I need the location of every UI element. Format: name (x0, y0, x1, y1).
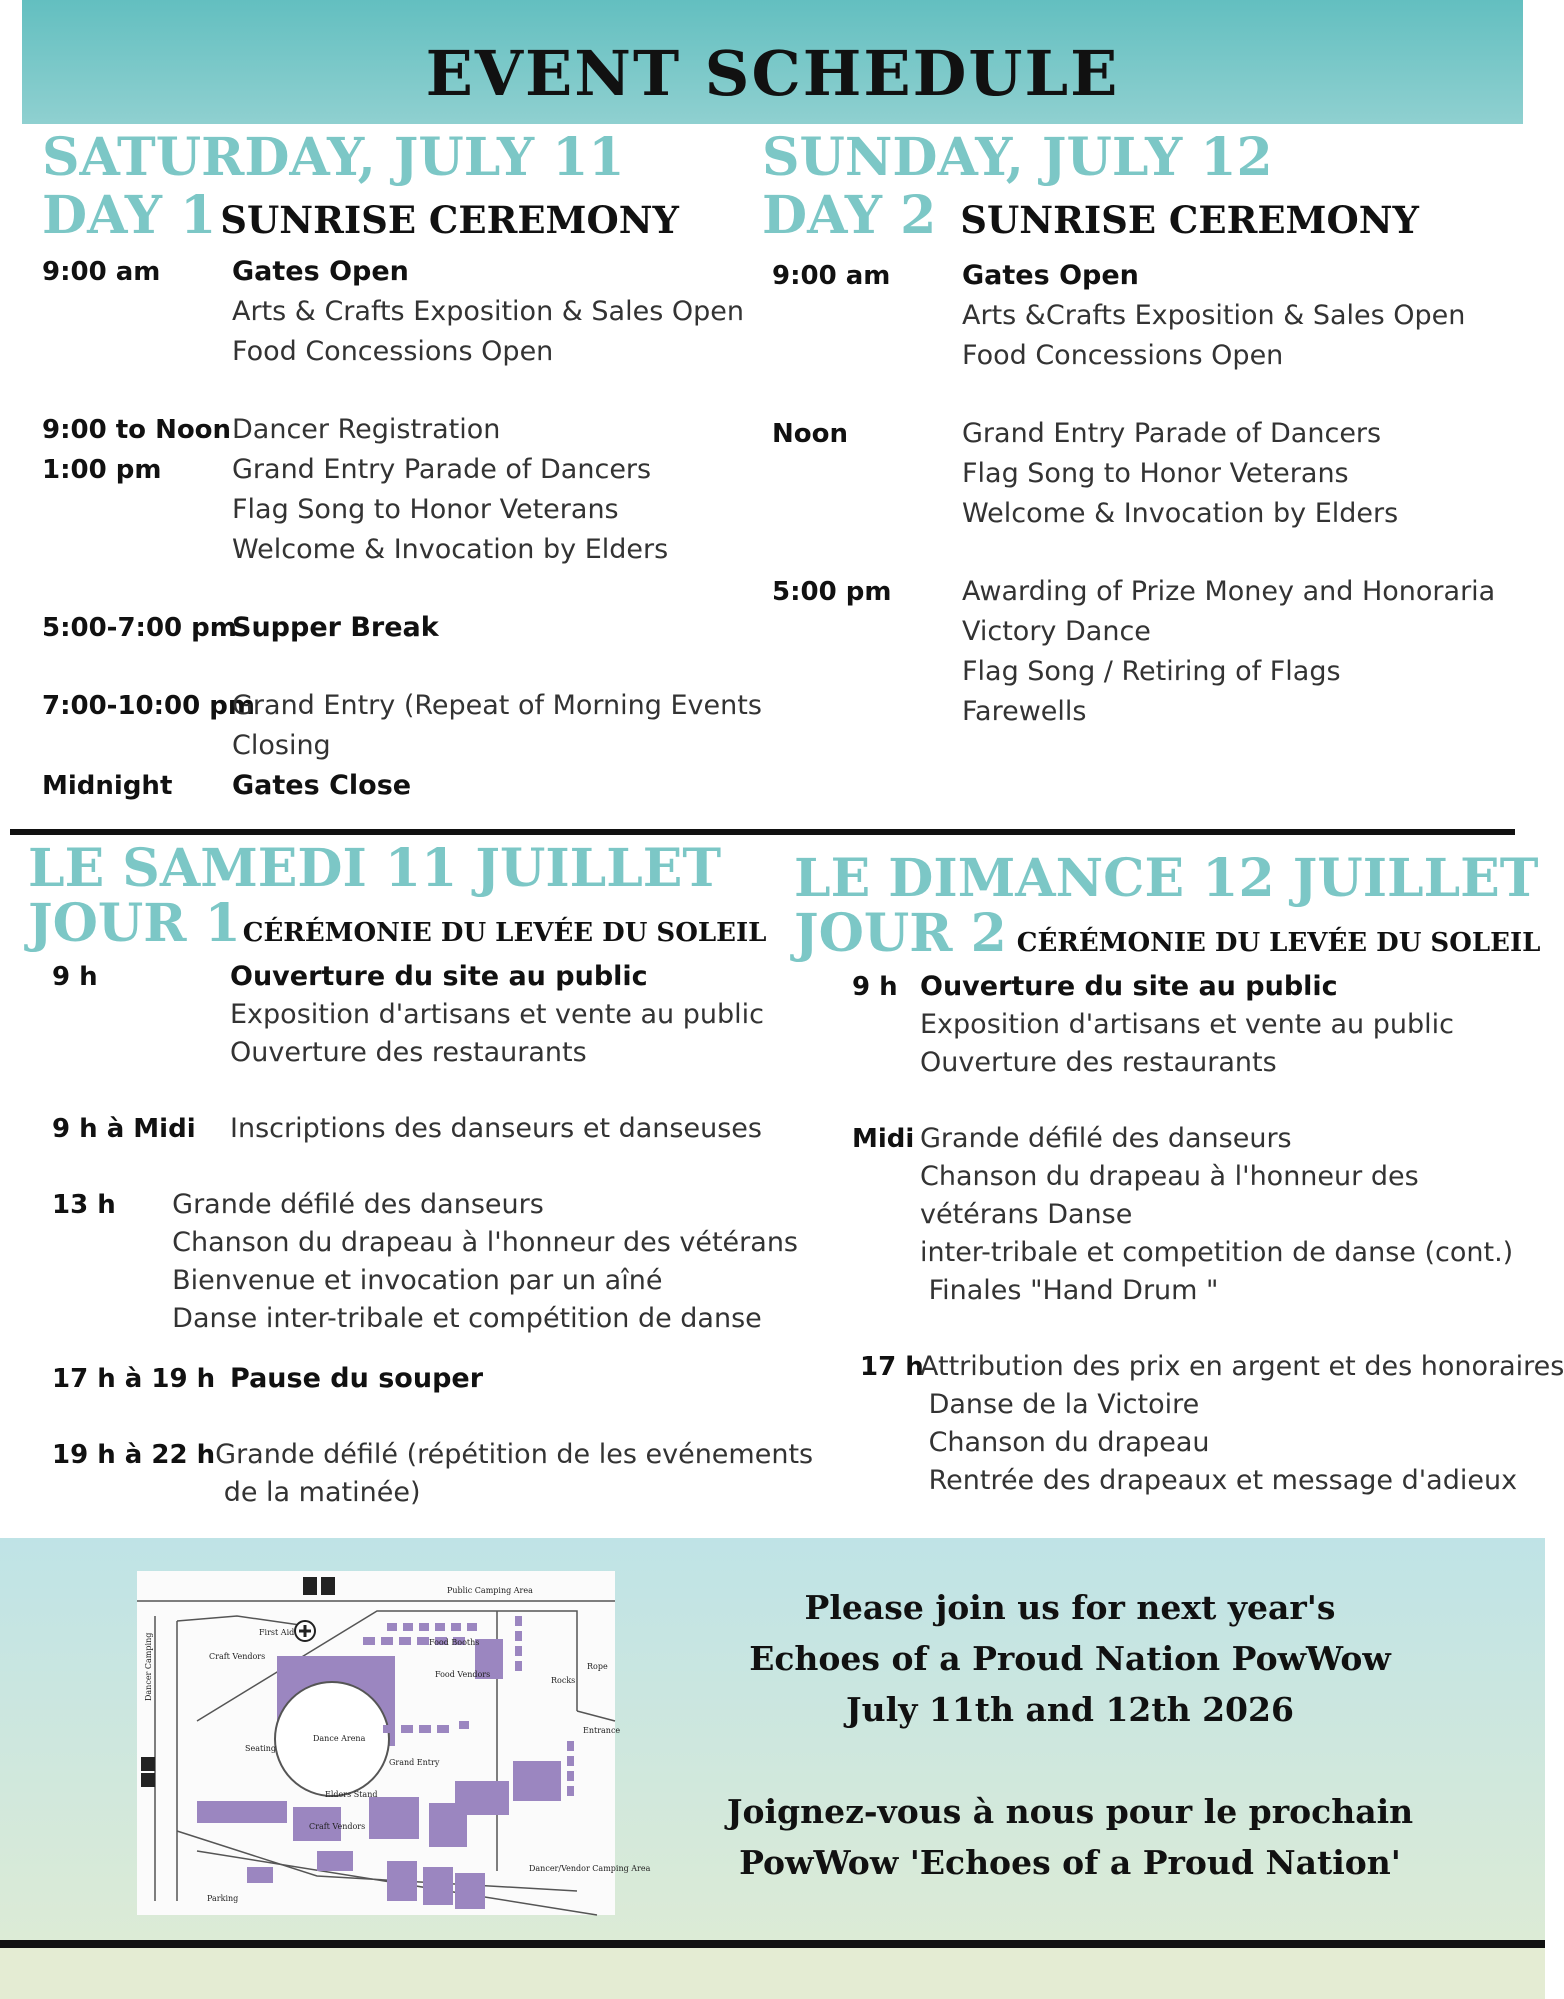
samedi-ceremony: CÉRÉMONIE DU LEVÉE DU SOLEIL (242, 918, 767, 948)
map-label: Food Vendors (435, 1670, 491, 1679)
map-label: Elders Stand (325, 1790, 378, 1799)
map-label: Grand Entry (389, 1758, 440, 1767)
schedule-time: 9 h (52, 962, 98, 992)
schedule-time: 9:00 to Noon (42, 415, 232, 445)
saturday-day-number: DAY 1 (42, 185, 217, 246)
saturday-date: SATURDAY, JULY 11 (42, 127, 625, 188)
map-label: Craft Vendors (309, 1822, 366, 1831)
schedule-item: Exposition d'artisans et vente au public (230, 999, 764, 1030)
sunday-schedule (772, 256, 1522, 732)
samedi-date: LE SAMEDI 11 JUILLET (28, 838, 722, 899)
map-label: Entrance (583, 1726, 621, 1735)
schedule-item: Flag Song to Honor Veterans (232, 494, 619, 525)
promo-line: PowWow 'Echoes of a Proud Nation' (739, 1843, 1401, 1882)
schedule-row (772, 256, 1522, 376)
schedule-row (860, 1348, 1564, 1500)
title-banner (22, 0, 1523, 124)
map-label: Parking (207, 1894, 239, 1903)
schedule-item: Gates Close (232, 770, 412, 801)
samedi-day-line (28, 893, 798, 954)
sunday-column (762, 127, 1522, 732)
schedule-row (52, 1436, 814, 1512)
samedi-schedule (52, 958, 814, 1512)
schedule-item: Arts & Crafts Exposition & Sales Open (232, 296, 744, 327)
schedule-item: Ouverture du site au public (920, 971, 1338, 1002)
map-label: Dancer/Vendor Camping Area (529, 1864, 651, 1873)
schedule-time: 17 h (860, 1352, 924, 1382)
site-map-drawing (137, 1571, 651, 1915)
schedule-item: Gates Open (962, 260, 1139, 291)
schedule-time: 13 h (52, 1190, 116, 1220)
schedule-time: Midi (852, 1124, 915, 1154)
schedule-item: Dancer Registration (232, 414, 501, 445)
schedule-item: Grande défilé (répétition de les evénements (215, 1439, 814, 1470)
schedule-item: Arts &Crafts Exposition & Sales Open (962, 300, 1466, 331)
dimanche-schedule (852, 968, 1564, 1500)
schedule-time: 9:00 am (42, 257, 161, 287)
dimanche-day-number: JOUR 2 (794, 903, 1007, 964)
schedule-item: vétérans Danse (920, 1199, 1133, 1230)
schedule-item: Pause du souper (230, 1363, 484, 1394)
schedule-item: Food Concessions Open (232, 336, 554, 367)
section-divider (10, 829, 1515, 835)
schedule-row (42, 766, 762, 806)
schedule-row (772, 414, 1522, 534)
saturday-day-line (42, 185, 762, 246)
schedule-time: Midnight (42, 771, 173, 801)
schedule-time: 7:00-10:00 pm (42, 691, 255, 721)
promo-line: Echoes of a Proud Nation PowWow (749, 1639, 1391, 1678)
sunday-day-number: DAY 2 (762, 185, 937, 246)
schedule-item: Attribution des prix en argent et des honoraires (920, 1351, 1564, 1382)
schedule-row (52, 1186, 798, 1338)
schedule-item: Danse de la Victoire (920, 1389, 1200, 1420)
map-label: Craft Vendors (209, 1652, 266, 1661)
schedule-item: Welcome & Invocation by Elders (232, 534, 669, 565)
schedule-row (52, 1110, 798, 1148)
schedule-item: Ouverture des restaurants (920, 1047, 1277, 1078)
schedule-row (42, 252, 762, 372)
schedule-item: Danse inter-tribale et compétition de danse (172, 1303, 762, 1334)
map-label: Public Camping Area (447, 1586, 533, 1595)
promo-text (720, 1582, 1420, 1888)
schedule-item: Food Concessions Open (962, 340, 1284, 371)
schedule-item: Gates Open (232, 256, 409, 287)
schedule-time: 9 h (852, 972, 898, 1002)
schedule-row (42, 608, 762, 648)
map-label: Rocks (551, 1676, 576, 1685)
schedule-time: 5:00 pm (772, 577, 892, 607)
schedule-time: 9 h à Midi (52, 1114, 196, 1144)
promo-line: July 11th and 12th 2026 (846, 1690, 1294, 1729)
schedule-time: 1:00 pm (42, 455, 162, 485)
samedi-day-number: JOUR 1 (28, 893, 241, 954)
map-label: Seating (245, 1744, 277, 1753)
schedule-row (852, 1120, 1534, 1310)
schedule-item: Flag Song / Retiring of Flags (962, 656, 1341, 687)
dimanche-date: LE DIMANCE 12 JUILLET (794, 848, 1539, 909)
sunday-day-line (762, 185, 1522, 246)
schedule-time: 9:00 am (772, 261, 891, 291)
promo-line: Joignez-vous à nous pour le prochain (726, 1792, 1414, 1831)
schedule-item: Exposition d'artisans et vente au public (920, 1009, 1454, 1040)
schedule-item: Grand Entry Parade of Dancers (962, 418, 1382, 449)
schedule-item: Awarding of Prize Money and Honoraria (962, 576, 1496, 607)
dimanche-day-line (794, 903, 1541, 964)
schedule-row (772, 572, 1522, 732)
schedule-item: Bienvenue et invocation par un aîné (172, 1265, 663, 1296)
schedule-time: Noon (772, 419, 848, 449)
schedule-item: Chanson du drapeau à l'honneur des vétérans (172, 1227, 798, 1258)
bottom-divider (0, 1940, 1545, 1948)
sunday-date: SUNDAY, JULY 12 (762, 127, 1273, 188)
schedule-item: Ouverture des restaurants (230, 1037, 587, 1068)
schedule-item: Grand Entry (Repeat of Morning Events (232, 690, 762, 721)
schedule-item: de la matinée) (215, 1477, 421, 1508)
schedule-row (52, 958, 798, 1072)
schedule-item: Inscriptions des danseurs et danseuses (230, 1113, 762, 1144)
sunday-ceremony: SUNRISE CEREMONY (960, 198, 1419, 242)
schedule-item: Flag Song to Honor Veterans (962, 458, 1349, 489)
site-map (137, 1571, 651, 1915)
saturday-schedule (42, 252, 762, 806)
saturday-column (42, 127, 762, 806)
schedule-item: Grande défilé des danseurs (172, 1189, 544, 1220)
schedule-item: Finales "Hand Drum " (920, 1275, 1219, 1306)
schedule-row (52, 1360, 798, 1398)
schedule-item: Chanson du drapeau à l'honneur des (920, 1161, 1419, 1192)
schedule-item: Ouverture du site au public (230, 961, 648, 992)
schedule-row (852, 968, 1534, 1082)
map-label: Rope (587, 1662, 608, 1671)
schedule-item: Rentrée des drapeaux et message d'adieux (920, 1465, 1518, 1496)
bottom-strip (0, 1948, 1545, 1999)
schedule-item: Grand Entry Parade of Dancers (232, 454, 652, 485)
schedule-item: inter-tribale et competition de danse (cont.) (920, 1237, 1514, 1268)
map-label: First Aid (259, 1628, 295, 1637)
schedule-row (42, 686, 762, 766)
promo-line: Please join us for next year's (804, 1588, 1336, 1627)
schedule-item: Closing (232, 730, 331, 761)
schedule-time: 17 h à 19 h (52, 1364, 216, 1394)
schedule-item: Supper Break (232, 612, 439, 643)
schedule-row (42, 410, 762, 450)
map-label: Dance Arena (313, 1734, 366, 1743)
samedi-column (28, 838, 814, 1512)
page-title: EVENT SCHEDULE (425, 36, 1120, 110)
schedule-item: Welcome & Invocation by Elders (962, 498, 1399, 529)
schedule-time: 5:00-7:00 pm (42, 613, 237, 643)
schedule-item: Chanson du drapeau (920, 1427, 1210, 1458)
schedule-time: 19 h à 22 h (52, 1440, 216, 1470)
schedule-row (42, 450, 762, 570)
dimanche-column (794, 848, 1564, 1500)
dimanche-ceremony: CÉRÉMONIE DU LEVÉE DU SOLEIL (1016, 928, 1541, 958)
map-label: Dancer Camping (144, 1632, 153, 1701)
schedule-item: Farewells (962, 696, 1087, 727)
saturday-ceremony: SUNRISE CEREMONY (220, 198, 679, 242)
map-label: Food Booths (429, 1638, 480, 1647)
schedule-item: Victory Dance (962, 616, 1151, 647)
schedule-item: Grande défilé des danseurs (920, 1123, 1292, 1154)
